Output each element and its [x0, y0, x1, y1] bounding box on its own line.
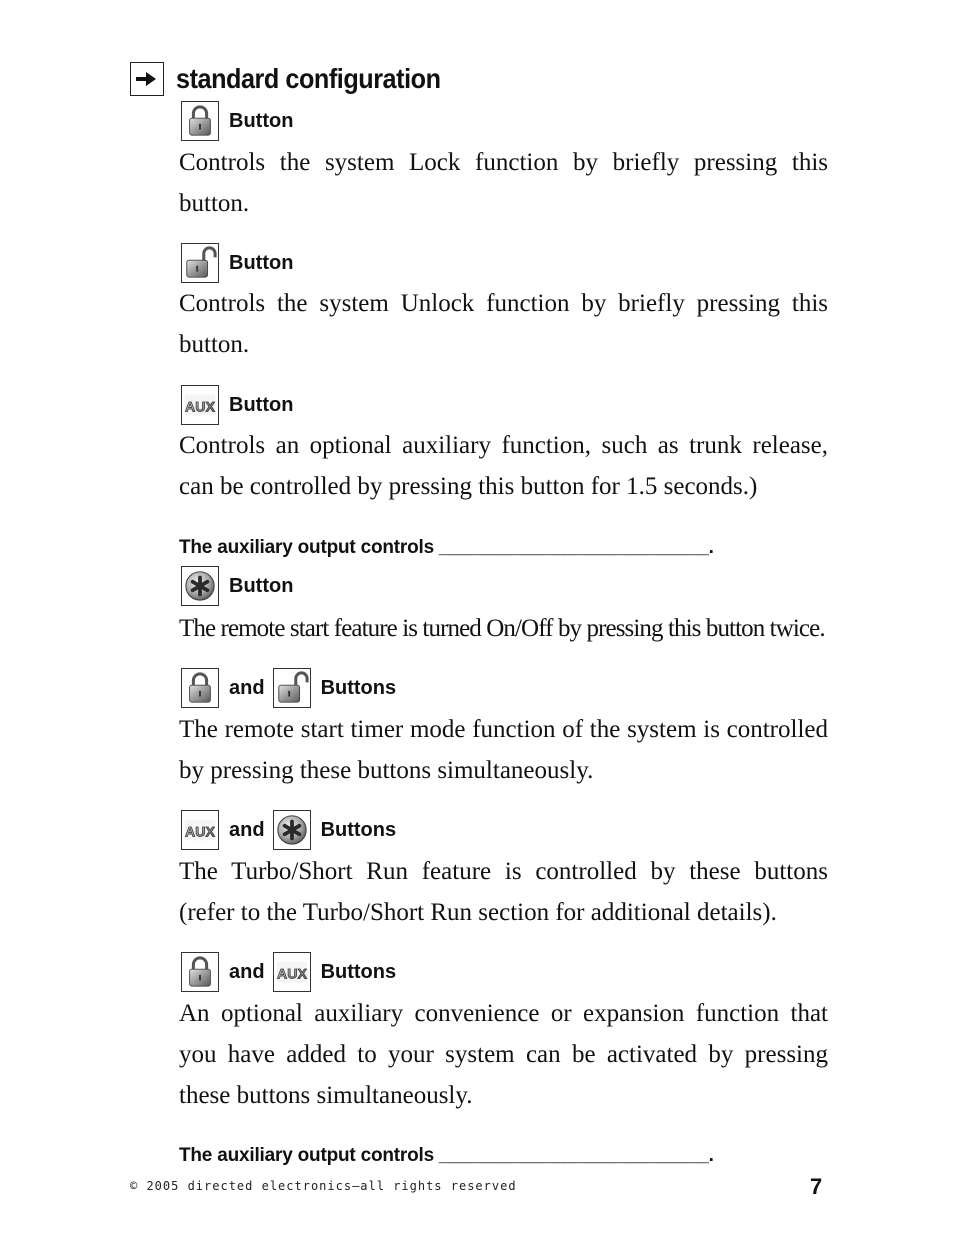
unlock-icon: [181, 243, 219, 283]
unlock-button-row: [181, 243, 293, 283]
star-description: The remote start feature is turned On/Off by pressing this button twice.: [179, 615, 825, 642]
expansion-description: An optional auxiliary convenience or expansion function that you have added to your system can be activated by pressing these buttons simultaneously.: [179, 1000, 828, 1109]
turbo-description: The Turbo/Short Run feature is controlled by these buttons (refer to the Turbo/Short Run section for additional details).: [179, 858, 828, 926]
aux-icon: [181, 810, 219, 850]
aux-button-row: [181, 385, 293, 425]
button-label: Button: [229, 251, 294, 274]
aux-description: Controls an optional auxiliary function, such as trunk release, can be controlled by pressing this button for 1.5 seconds.): [179, 432, 828, 500]
section-title: standard configuration: [176, 63, 441, 94]
button-label: Button: [229, 109, 294, 132]
buttons-label: Buttons: [320, 960, 397, 983]
section-heading: [130, 62, 470, 96]
lock-unlock-buttons-row: [181, 668, 396, 708]
star-icon: [181, 566, 219, 606]
unlock-icon: [273, 668, 311, 708]
aux-output-fill-in: The auxiliary output controls __________________________.: [179, 537, 714, 558]
aux-output-fill-in: The auxiliary output controls __________________________.: [179, 1145, 714, 1166]
timer-mode-description: The remote start timer mode function of the system is controlled by pressing these buttons simultaneously.: [179, 716, 828, 784]
lock-button-row: [181, 101, 293, 141]
lock-aux-buttons-row: [181, 952, 396, 992]
aux-icon: [273, 952, 311, 992]
and-label: and: [229, 960, 265, 983]
page-number: 7: [810, 1174, 823, 1199]
and-label: and: [229, 818, 265, 841]
aux-icon: [181, 385, 219, 425]
aux-star-buttons-row: [181, 810, 396, 850]
star-icon: [273, 810, 311, 850]
star-button-row: [181, 566, 293, 606]
lock-description: Controls the system Lock function by briefly pressing this button.: [179, 149, 828, 217]
button-label: Button: [229, 393, 294, 416]
copyright-footer: © 2005 directed electronics—all rights reserved: [130, 1179, 517, 1193]
button-label: Button: [229, 574, 294, 597]
lock-icon: [181, 952, 219, 992]
buttons-label: Buttons: [320, 818, 397, 841]
lock-icon: [181, 668, 219, 708]
buttons-label: Buttons: [320, 676, 397, 699]
unlock-description: Controls the system Unlock function by briefly pressing this button.: [179, 290, 828, 358]
and-label: and: [229, 676, 265, 699]
right-arrow-icon: [130, 62, 164, 96]
lock-icon: [181, 101, 219, 141]
